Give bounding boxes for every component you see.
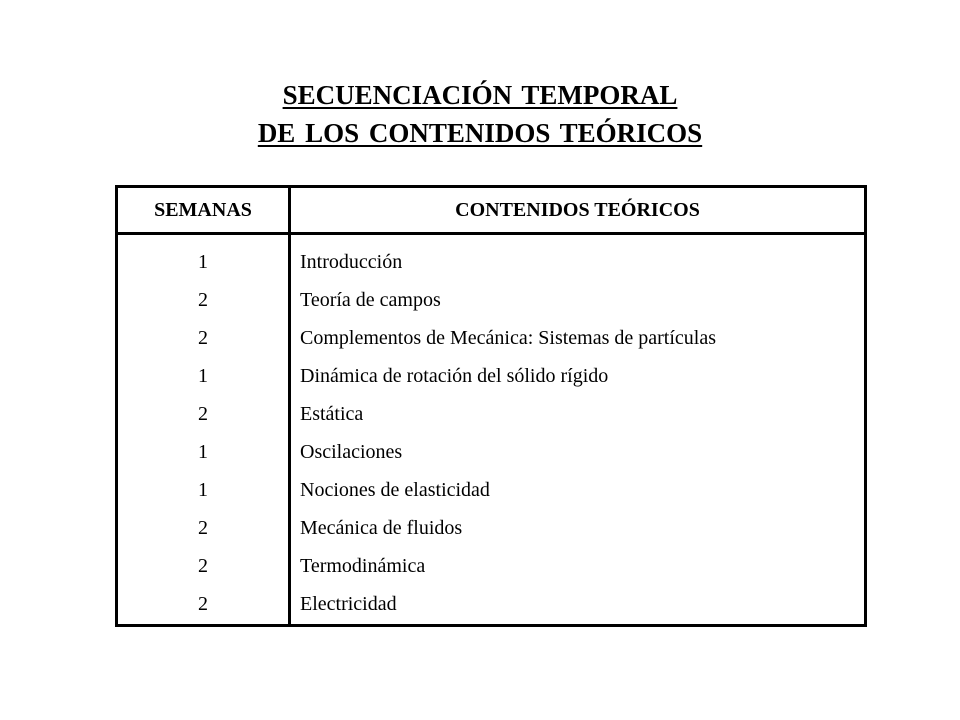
weeks-value: 2 [198, 593, 208, 615]
content-item: Oscilaciones [300, 441, 403, 463]
weeks-column [118, 234, 290, 625]
content-item: Estática [300, 403, 364, 425]
table-header-row [118, 188, 864, 234]
contents-list [291, 235, 864, 623]
contents-column [290, 234, 865, 625]
title-line-1 [0, 76, 960, 114]
content-item: Electricidad [300, 593, 397, 615]
schedule-table [115, 185, 867, 627]
content-item: Nociones de elasticidad [300, 479, 490, 501]
header-contents: CONTENIDOS TEÓRICOS [290, 188, 865, 234]
weeks-value: 2 [198, 289, 208, 311]
content-item: Complementos de Mecánica: Sistemas de partículas [300, 327, 716, 349]
title-line-1-text: SECUENCIACIÓN TEMPORAL [282, 80, 678, 110]
weeks-value: 2 [198, 327, 208, 349]
title-line-2-text: DE LOS CONTENIDOS TEÓRICOS [257, 118, 703, 148]
title-line-2 [0, 114, 960, 152]
page-title [0, 76, 960, 152]
content-item: Termodinámica [300, 555, 426, 577]
table-body-row [118, 234, 864, 625]
weeks-value: 1 [198, 251, 208, 273]
weeks-list [118, 235, 288, 623]
schedule-table-grid [118, 188, 864, 624]
content-item: Mecánica de fluidos [300, 517, 463, 539]
weeks-value: 2 [198, 403, 208, 425]
weeks-value: 1 [198, 479, 208, 501]
weeks-value: 1 [198, 365, 208, 387]
content-item: Dinámica de rotación del sólido rígido [300, 365, 609, 387]
content-item: Introducción [300, 251, 403, 273]
header-weeks: SEMANAS [118, 188, 290, 234]
content-item: Teoría de campos [300, 289, 441, 311]
weeks-value: 2 [198, 555, 208, 577]
weeks-value: 2 [198, 517, 208, 539]
weeks-value: 1 [198, 441, 208, 463]
